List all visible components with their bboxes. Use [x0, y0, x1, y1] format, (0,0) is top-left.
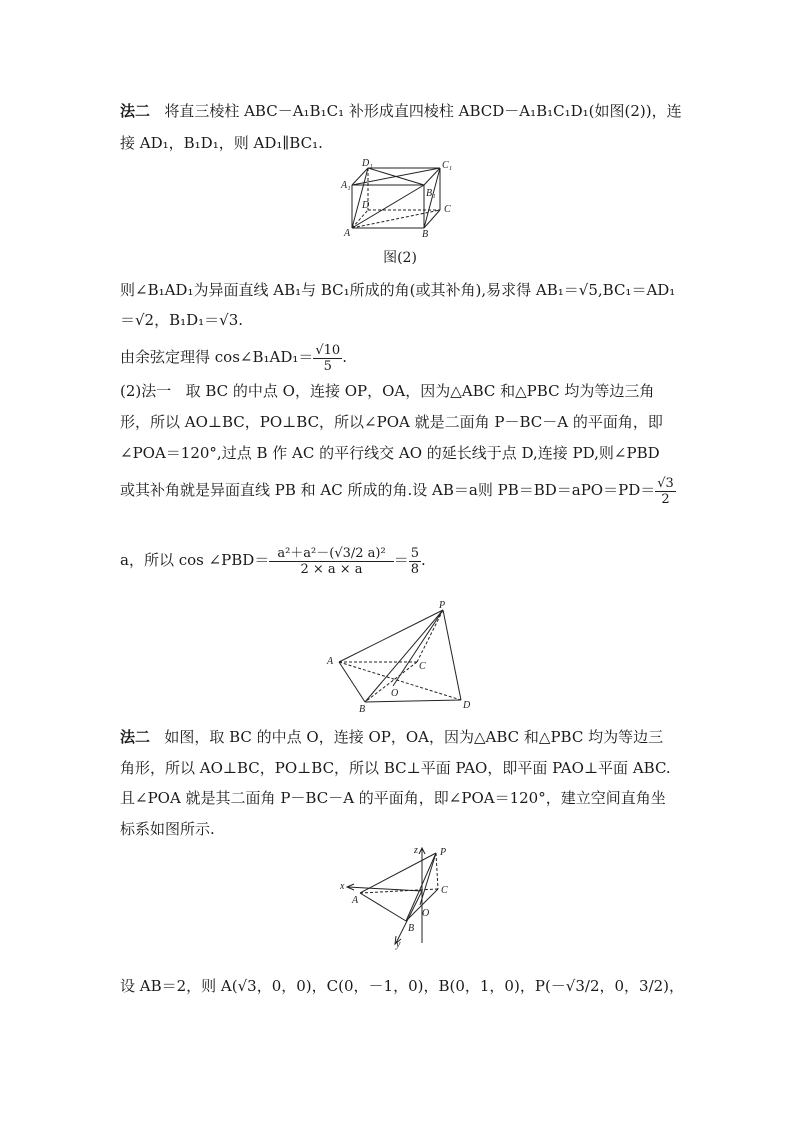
- para4-line5-prefix: a，所以 cos ∠PBD＝: [120, 551, 270, 569]
- para4-line4: [120, 470, 676, 510]
- para6-text: 设 AB＝2，则 A(√3，0，0)，C(0，－1，0)，B(0，1，0)，P: [120, 977, 545, 995]
- para1-text1: 将直三棱柱 ABC－A₁B₁C₁ 补形成直四棱柱 ABCD－A₁B₁C₁D₁(如图(2))，连: [164, 102, 682, 120]
- para5-text1: 如图，取 BC 的中点 O，连接 OP，OA，因为△ABC 和△PBC 均为等边三: [164, 728, 664, 746]
- para2-line1: 则∠B₁AD₁为异面直线 AB₁与 BC₁所成的角(或其补角),易求得 AB₁＝√5,BC₁＝AD₁: [120, 281, 676, 299]
- fig4-label-o: O: [422, 908, 430, 919]
- para4-frac: [655, 476, 676, 507]
- para4-frac-num: √3: [657, 475, 674, 491]
- fig3-label-c: C: [419, 661, 426, 672]
- para4-big-den: 2 × a × a: [300, 561, 363, 577]
- para4-result-suffix: .: [421, 551, 426, 569]
- fig3-label-a: A: [327, 656, 334, 667]
- para5-line3: 且∠POA 就是其二面角 P－BC－A 的平面角，即∠POA＝120°，建立空间直角坐: [120, 789, 666, 807]
- fig3-label-o: O: [391, 688, 399, 699]
- para6-line: [120, 968, 685, 1004]
- fig3-label-b: B: [359, 704, 366, 715]
- figure-4-coordinates: [340, 843, 470, 953]
- fig2-label-d1: D₁: [362, 158, 373, 169]
- fig2-label-b: B: [422, 229, 429, 240]
- fig3-label-d: D: [463, 700, 471, 711]
- para4-frac-den: 2: [661, 491, 670, 507]
- para5-line2: 角形，所以 AO⊥BC，PO⊥BC，所以 BC⊥平面 PAO，即平面 PAO⊥平面 ABC.: [120, 759, 671, 777]
- fig4-label-p: P: [440, 847, 447, 858]
- para3-den: 5: [323, 358, 332, 374]
- fig3-label-p: P: [439, 600, 446, 611]
- figure-2-prism: [340, 160, 460, 240]
- fig2-label-b1: B₁: [426, 188, 436, 199]
- fig2-label-c: C: [444, 204, 451, 215]
- para5-line4: 标系如图所示.: [120, 820, 215, 838]
- para5-line1: [120, 726, 676, 748]
- para3-suffix: .: [342, 348, 347, 366]
- para4-result-num: 5: [410, 545, 419, 561]
- fig4-label-c: C: [441, 885, 448, 896]
- para2-line2: ＝√2，B₁D₁＝√3.: [120, 311, 244, 329]
- para4-line3: ∠POA＝120°,过点 B 作 AC 的平行线交 AO 的延长线于点 D,连接 PD,则∠PBD: [120, 444, 660, 462]
- para4-line5: a，所以 cos ∠PBD＝ $\frac{\text{a²＋a²－(√3/2 a)²}}{2 \times a \times a}$ ＝ $\frac{5}{8}$ .: [120, 545, 426, 577]
- para4-label: (2)法一: [120, 382, 172, 400]
- para3-fraction: [313, 343, 342, 374]
- para4-line1: [120, 380, 676, 402]
- para4-result-frac: [409, 546, 421, 577]
- fig2-label-a1: A₁: [341, 180, 351, 191]
- para3-prefix: 由余弦定理得 cos∠B₁AD₁＝: [120, 348, 314, 366]
- para3-line: [120, 337, 676, 377]
- fig4-label-b: B: [408, 923, 415, 934]
- para3-num: √10: [315, 342, 341, 358]
- figure-3-pyramid: [325, 600, 475, 715]
- para6-p-coords: (－√3/2，0，3/2)，: [544, 977, 685, 995]
- fig4-label-z: z: [414, 845, 418, 856]
- fig2-label-a: A: [344, 228, 351, 239]
- para4-result-den: 8: [410, 561, 419, 577]
- para1-line2: 接 AD₁，B₁D₁，则 AD₁∥BC₁.: [120, 134, 323, 152]
- para5-label: 法二: [120, 728, 151, 746]
- para4-text1: 取 BC 的中点 O，连接 OP，OA，因为△ABC 和△PBC 均为等边三角: [185, 382, 655, 400]
- para4-text4: 或其补角就是异面直线 PB 和 AC 所成的角.设 AB＝a则 PB＝BD＝aPO＝PD＝: [120, 481, 656, 499]
- figure-2-caption: 图(2): [383, 250, 417, 266]
- fig2-label-d: D: [362, 200, 370, 211]
- para1-label: 法二: [120, 102, 151, 120]
- fig4-label-y: y: [396, 939, 401, 950]
- para4-big-frac: [269, 546, 393, 577]
- fig4-label-x: x: [340, 881, 345, 892]
- para4-line2: 形，所以 AO⊥BC，PO⊥BC，所以∠POA 就是二面角 P－BC－A 的平面角，即: [120, 413, 663, 431]
- fig2-label-c1: C₁: [442, 160, 453, 171]
- para4-big-num: a²＋a²－(√3/2 a)²: [269, 546, 393, 562]
- fig4-label-a: A: [352, 895, 359, 906]
- para1-line1: [120, 100, 682, 122]
